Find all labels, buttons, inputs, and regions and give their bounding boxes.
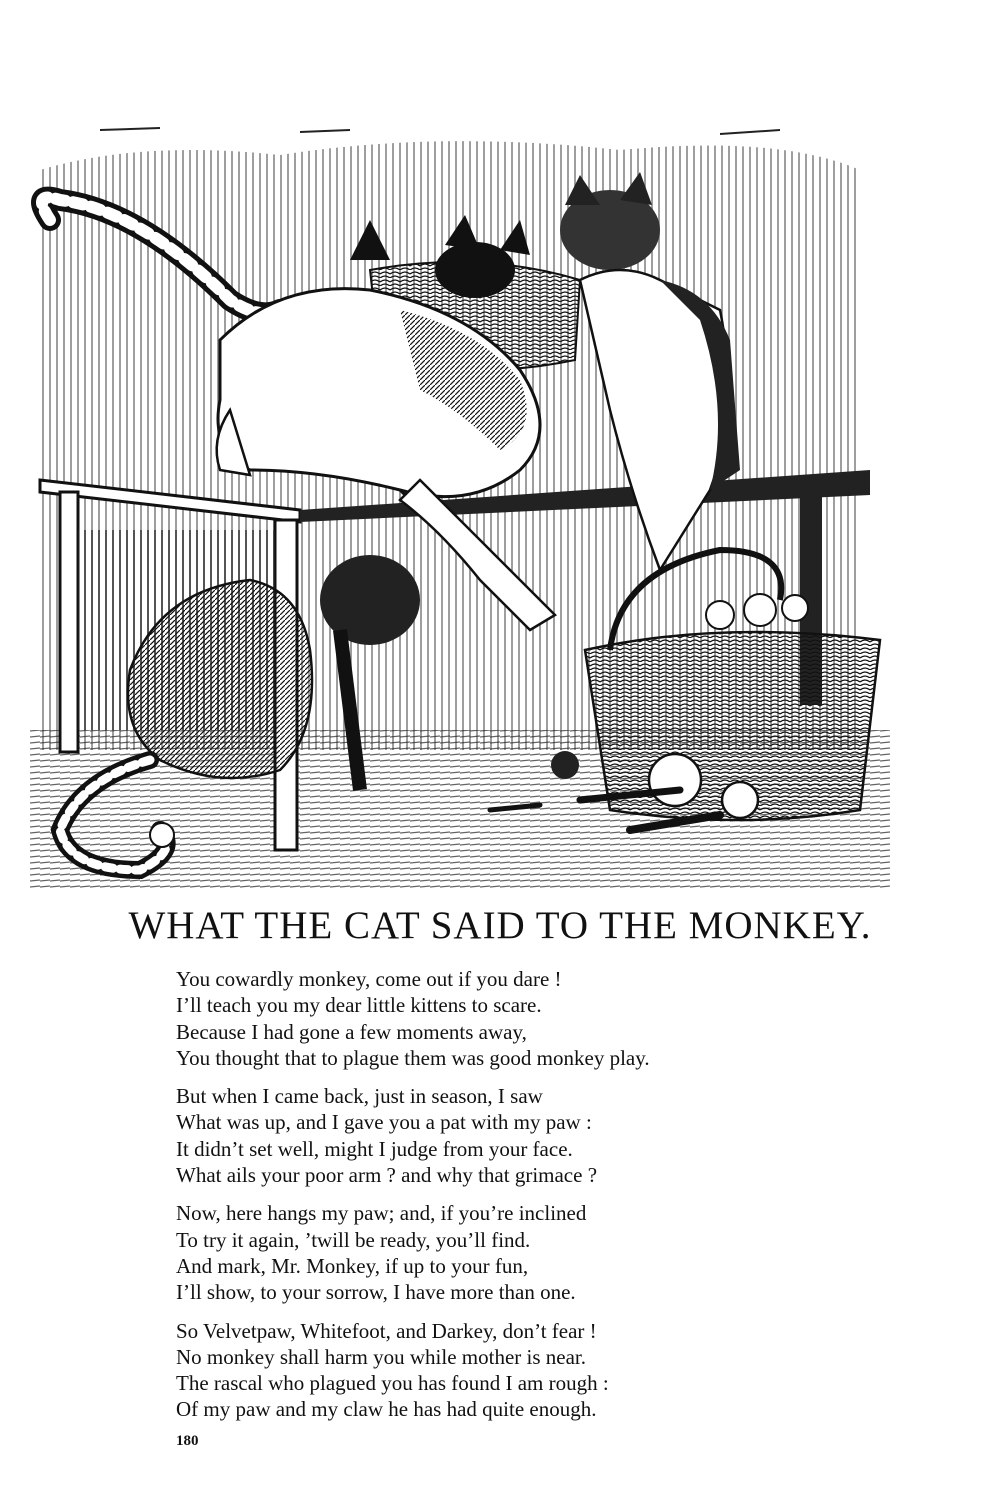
poem-line: To try it again, ’twill be ready, you’ll find. — [176, 1227, 531, 1252]
poem-body — [176, 966, 896, 1435]
stanza — [176, 1083, 896, 1188]
poem-line: You cowardly monkey, come out if you dare ! — [176, 967, 562, 991]
stanza — [176, 966, 896, 1071]
stanza — [176, 1200, 896, 1305]
poem-line: I’ll show, to your sorrow, I have more than one. — [176, 1280, 576, 1305]
poem-line: What was up, and I gave you a pat with my paw : — [176, 1110, 592, 1135]
engraving-illustration — [20, 110, 890, 900]
poem-line: Because I had gone a few moments away, — [176, 1019, 527, 1044]
poem-line: Now, here hangs my paw; and, if you’re inclined — [176, 1201, 587, 1226]
poem-line: So Velvetpaw, Whitefoot, and Darkey, don’t fear ! — [176, 1318, 597, 1343]
poem-line: No monkey shall harm you while mother is near. — [176, 1344, 587, 1369]
stanza — [176, 1318, 896, 1423]
poem-line: It didn’t set well, might I judge from your face. — [176, 1136, 573, 1161]
poem-line: But when I came back, just in season, I saw — [176, 1084, 543, 1109]
poem-line: The rascal who plagued you has found I am rough : — [176, 1371, 609, 1396]
poem-line: What ails your poor arm ? and why that grimace ? — [176, 1163, 598, 1188]
poem-title: WHAT THE CAT SAID TO THE MONKEY. — [128, 904, 872, 947]
poem-line: You thought that to plague them was good monkey play. — [176, 1045, 650, 1070]
page-number: 180 — [176, 1433, 199, 1449]
poem-line: Of my paw and my claw he has had quite enough. — [176, 1397, 597, 1422]
poem-line: And mark, Mr. Monkey, if up to your fun, — [176, 1253, 529, 1278]
poem-line: I’ll teach you my dear little kittens to scare. — [176, 993, 542, 1018]
